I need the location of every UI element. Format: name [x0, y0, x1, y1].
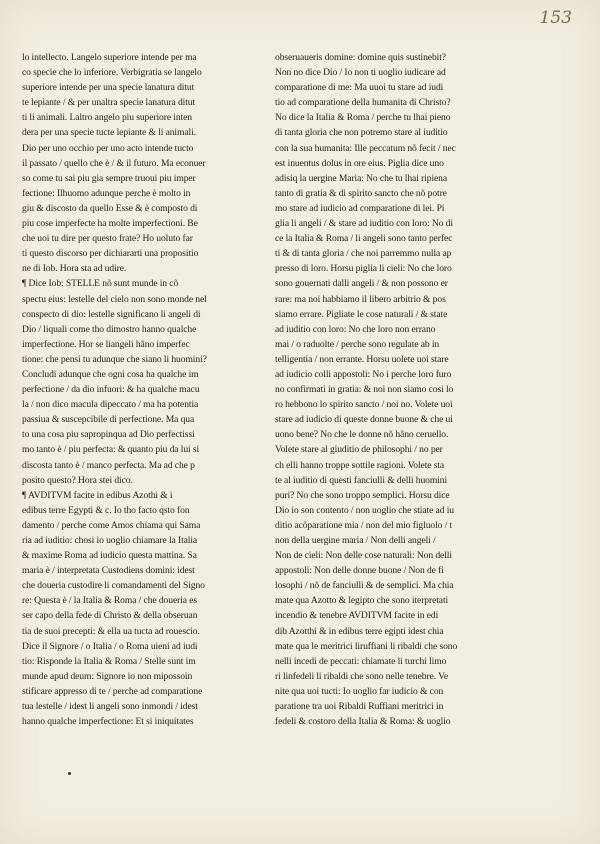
right-column-line: non della uergine maria / Non delli angeli /: [275, 535, 436, 546]
right-column-line: losophi / nõ de fanciulli & de semplici. Ma chia: [275, 580, 454, 592]
right-column-line: uono bene? No che le donne nõ hãno ceruello.: [275, 429, 449, 441]
left-column-line: passiua & suscepcibile di perfectione. Ma qua: [22, 414, 195, 426]
left-column-line: spectu eius: lestelle del cielo non sono monde nel: [22, 293, 207, 305]
right-column-line: paratione tra uoi Ribaldi Ruffiani meritrici in: [275, 701, 444, 713]
right-column-line: mate qua Azotto & legipto che sono iterpretati: [275, 595, 449, 607]
left-column-line: Dio / liquali come tho dimostro hanno qualche: [22, 323, 197, 335]
left-column-line: imperfectione. Hor se liangeli hãno imperfec: [22, 338, 190, 350]
left-column-line: stificare appresso di te / perche ad comparatione: [22, 685, 203, 697]
right-column-line: ro hebbono lo spirito sancto / noi no. Volete uoi: [275, 399, 453, 411]
right-column-line: ti & di tanta gloria / che noi parremmo nulla ap: [275, 248, 452, 260]
right-column-line: appostoli: Non delle donne buone / Non de fi: [275, 565, 444, 577]
left-column-line: so come tu sai piu gia sempre truoui piu imper: [22, 172, 196, 184]
right-column-line: siamo errare. Pigliate le cose naturali / & state: [275, 308, 448, 320]
left-column-line: ti questo discorso per dichiararti una propositio: [22, 248, 199, 260]
left-column-line: ria ad iuditio: chosi io uoglio chiamare la Italia: [22, 535, 198, 546]
left-column-line: to una cosa piu sapropinqua ad Dio perfectissi: [22, 429, 195, 441]
left-column-line: la / non dico macula dipeccato / ma ha potentia: [22, 399, 199, 411]
right-column-line: stare ad iudicio di queste donne buone & che ui: [275, 414, 453, 426]
right-column-line: adisiq la uergine Maria: No che tu lhai ripiena: [275, 172, 448, 184]
left-column-line: Dio per uno occhio per uno acto intende tucto: [22, 142, 194, 154]
right-column-line: fedeli & costoro della Italia & Roma: & uoglio: [275, 716, 451, 728]
right-column-line: obseruaueris domine: domine quis sustinebit?: [275, 52, 446, 63]
left-column-line: munde apud deum: Signore io non mipossoin: [22, 670, 193, 682]
left-column-line: hanno qualche imperfectione: Et si iniquitates: [22, 716, 194, 728]
right-column-line: dib Azotthi & in edibus terre egipti idest chia: [275, 625, 444, 637]
left-column-line: piu cose imperfecte ha molte imperfectioni. Be: [22, 218, 198, 230]
left-column-line: il passato / quello che è / & il futuro. Ma econuer: [22, 157, 206, 169]
left-column-line: ¶ Dice Iob: STELLE nõ sunt munde in cõ: [22, 278, 179, 290]
left-column-line: te lepiante / & per unaltra specie lanatura ditut: [22, 97, 196, 109]
right-column-line: No dice la Italia & Roma / perche tu lhai pieno: [275, 112, 451, 124]
left-column-line: discosta tanto è / manco perfecta. Ma ad che p: [22, 459, 195, 471]
left-column-line: perfectione / da dio infuori: & ha qualche macu: [22, 384, 200, 396]
left-column-line: dera per una specie tucte lepiante & li animali.: [22, 127, 196, 139]
left-column-line: che uoi tu dire per questo frate? Ho uoluto far: [22, 233, 193, 245]
right-column-line: comparatione di me: Ma uuoi tu stare ad iudi: [275, 82, 444, 94]
right-column-line: ditio acõparatione mia / non del mio figluolo / t: [275, 519, 453, 531]
right-column-line: Non no dice Dio / Io non ti uoglio iudicare ad: [275, 67, 446, 79]
right-column-line: rare: ma noi habbiamo il libero arbitrio & pos: [275, 293, 446, 305]
left-column-line: che doueria custodire li comandamenti del Signo: [22, 580, 205, 592]
left-column-line: maria è / interpretata Custodiens domini: idest: [22, 565, 195, 577]
left-column-line: conspecto di dio: lestelle significano li angeli di: [22, 308, 201, 320]
right-column-line: nelli incedi de peccati: chiamate li turchi limo: [275, 655, 447, 667]
right-column-line: mate qua le meritrici liruffiani li ribaldi che sono: [275, 640, 458, 652]
left-column-line: lo intellecto. Langelo superiore intende per ma: [22, 52, 197, 63]
left-column-line: Concludi adunque che ogni cosa ha qualche im: [22, 368, 199, 380]
left-column-line: ¶ AVDITVM facite in edibus Azothi & i: [22, 489, 173, 501]
ink-mark: [68, 772, 71, 775]
left-column-line: re: Questa è / la Italia & Roma / che doueria es: [22, 595, 198, 607]
left-column-line: tio: Risponde la Italia & Roma / Stelle sunt im: [22, 655, 196, 667]
left-column-line: Dice il Signore / o Italia / o Roma uieni ad iudi: [22, 640, 198, 652]
left-column-line: & maxime Roma ad iudicio questa mattina. Sa: [22, 550, 197, 562]
right-column-line: mo stare ad iudicio ad comparatione di lei. Pi: [275, 202, 445, 214]
left-column-line: ti li animali. Laltro angelo piu superiore inten: [22, 112, 192, 124]
left-column-line: mo tanto è / piu perfecta: & quanto piu da lui si: [22, 444, 200, 456]
left-column-line: tia de suoi precepti: & ella ua tucta ad rouescio.: [22, 625, 200, 637]
left-column-line: giu & discosto da quello Esse & è composto di: [22, 202, 198, 214]
right-column-line: Non de cieli: Non delle cose naturali: Non delli: [275, 550, 452, 562]
left-column-line: co specie che lo inferiore. Verbigratia se langelo: [22, 67, 202, 79]
right-column-line: con la sua humanita: Ille peccatum nõ fecit / nec: [275, 142, 456, 154]
left-column-line: ser capo della fede di Christo & della obseruan: [22, 610, 198, 622]
right-column-line: sono gouernati dalli angeli / & non possono er: [275, 278, 448, 290]
right-column-line: mai / o raduolte / perche sono regulate ab in: [275, 338, 440, 350]
left-column-line: ne di Iob. Hora sta ad udire.: [22, 263, 127, 275]
right-column-line: di tanta gloria che non potremo stare al iuditio: [275, 127, 448, 139]
left-column-line: damento / perche come Amos chiama qui Sama: [22, 519, 201, 531]
left-column-line: posito questo? Hora stei dico.: [22, 474, 133, 486]
right-column-line: puri? No che sono troppo semplici. Horsu dice: [275, 489, 450, 501]
right-column-line: ri linfedeli li ribaldi che sono nelle tenebre. Ve: [275, 670, 449, 682]
right-column-line: Dio io son contento / non uoglio che stiate ad iu: [275, 504, 454, 516]
right-column-line: incendio & tenebre AVDITVM facite in edi: [275, 610, 439, 622]
left-column-line: fectione: Ilhuomo adunque perche è molto in: [22, 187, 191, 199]
left-column-line: edibus terre Egypti & c. Io tho facto qsto fon: [22, 504, 190, 516]
right-text-column: [275, 50, 525, 729]
right-column-line: presso di loro. Horsu piglia li cieli: No che loro: [275, 263, 452, 275]
right-column-line: telligentia / non errante. Horsu uolete uoi stare: [275, 353, 449, 365]
left-column-line: superiore intende per una specie lanatura ditut: [22, 82, 195, 94]
right-column-line: ad iuditio con loro: No che loro non errano: [275, 323, 436, 335]
right-column-line: tio ad comparatione della humanita di Christo?: [275, 97, 451, 109]
left-column-line: tua lestelle / idest li angeli sono inmondi / idest: [22, 701, 198, 713]
right-column-line: tanto di gratia & di spirito sancto che nõ potre: [275, 187, 447, 199]
left-column-line: tione: che pensi tu adunque che siano li huomini?: [22, 353, 207, 365]
right-column-line: ce la Italia & Roma / li angeli sono tanto perfec: [275, 233, 453, 245]
right-column-line: no confirmati in gratia: & noi non siamo cosi lo: [275, 384, 454, 396]
right-column-line: Volete stare al giuditio de philosophi / no per: [275, 444, 443, 456]
left-text-column: [22, 50, 258, 729]
folio-number: 153: [539, 8, 572, 28]
right-column-line: nite qua uoi tucti: Io uoglio far iudicio & con: [275, 685, 444, 697]
right-column-line: est inuentus dolus in ore eius. Piglia dice uno: [275, 157, 444, 169]
right-column-line: te al iuditio di questi fanciulli & delli huomini: [275, 474, 448, 486]
right-column-line: glia li angeli / & stare ad iuditio con loro: No di: [275, 218, 453, 230]
right-column-line: ch elli hanno troppe sottile ragioni. Volete sta: [275, 459, 445, 471]
right-column-line: ad iudicio colli appostoli: No i perche loro furo: [275, 368, 452, 380]
